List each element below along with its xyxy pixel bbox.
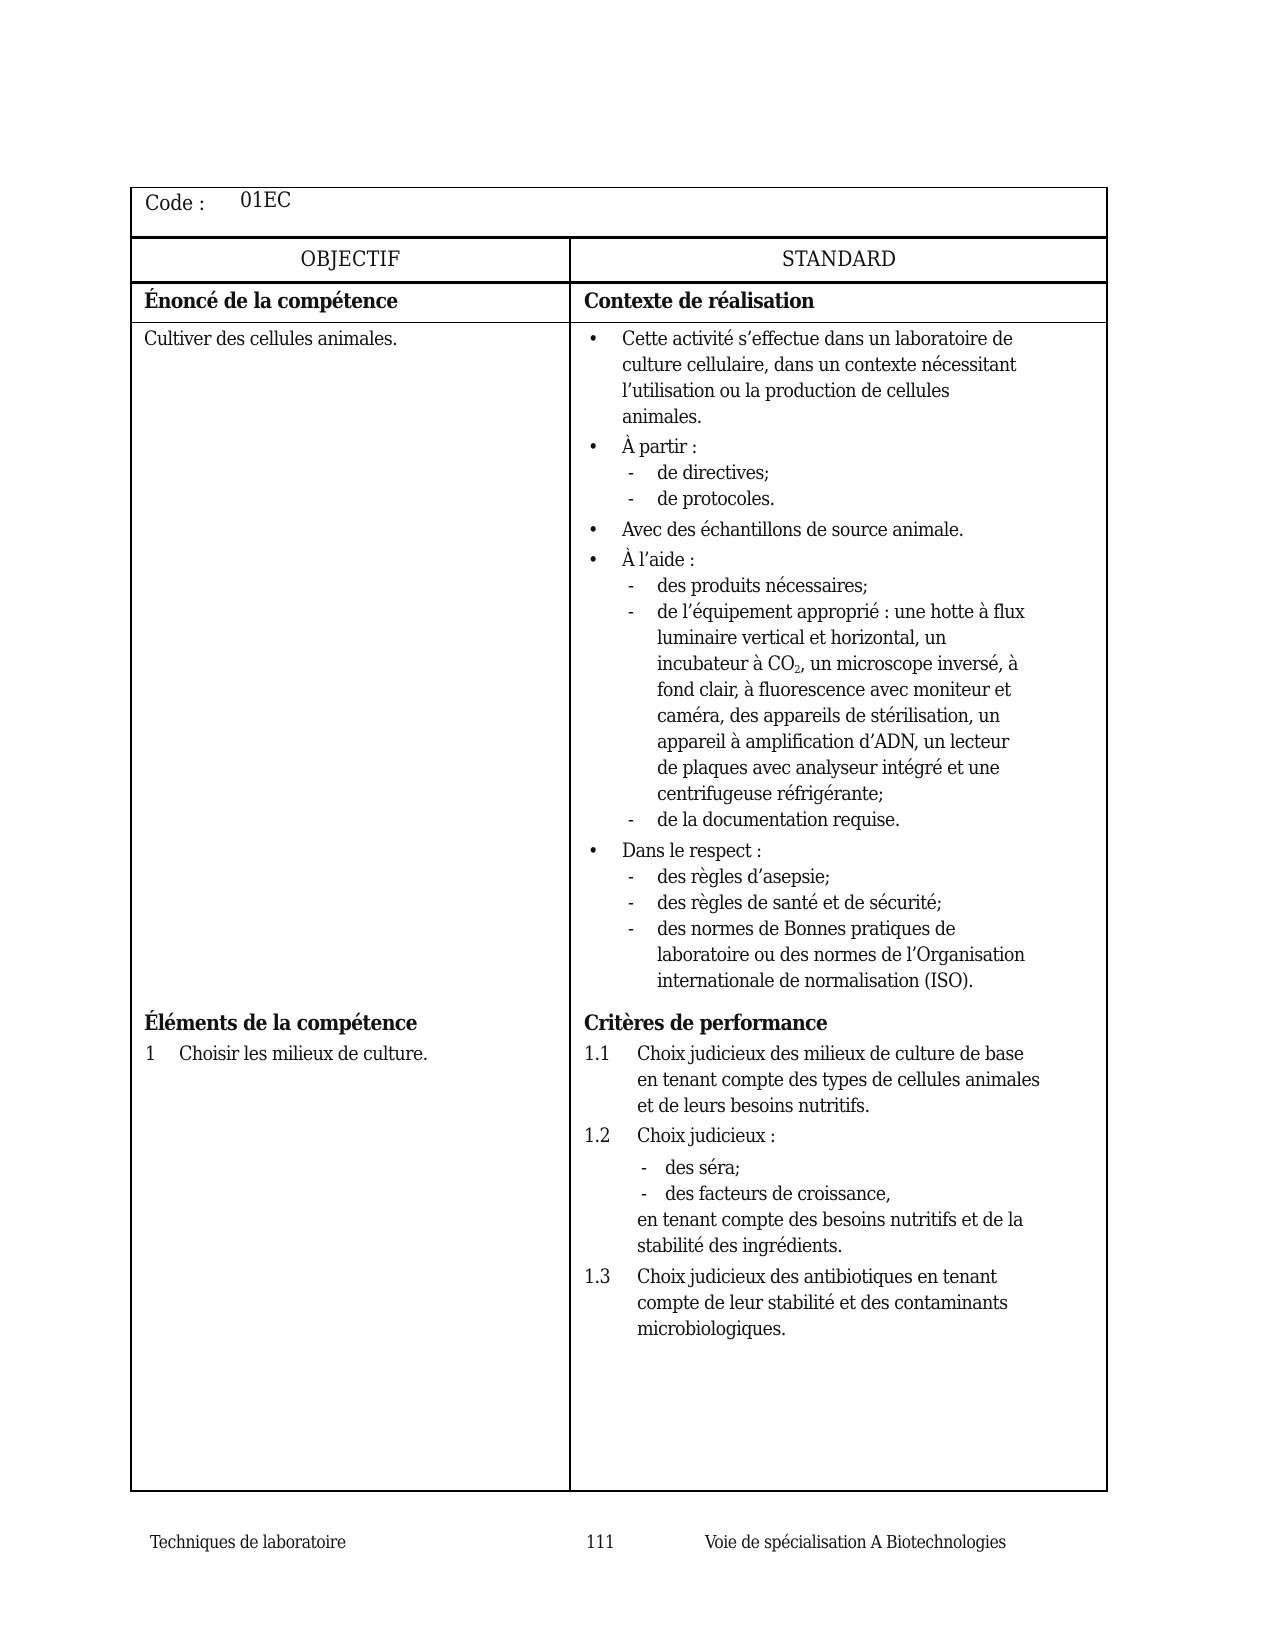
critere-line: en tenant compte des besoins nutritifs et de la (637, 1208, 1023, 1231)
critere-line: Choix judicieux des milieux de culture de base (637, 1042, 1024, 1065)
contexte-line: À partir : (622, 435, 697, 458)
contexte-line: des règles de santé et de sécurité; (657, 891, 942, 914)
dash-icon: - (628, 808, 634, 831)
critere-line: stabilité des ingrédients. (637, 1234, 843, 1257)
critere-line: compte de leur stabilité et des contaminants (637, 1291, 1008, 1314)
column-header-bottom-border (131, 281, 1108, 284)
bullet-icon: • (588, 518, 598, 541)
contexte-line: des règles d’asepsie; (657, 865, 830, 888)
critere-line: des séra; (665, 1156, 740, 1179)
contexte-line: de directives; (657, 461, 770, 484)
contexte-line: de plaques avec analyseur intégré et une (657, 756, 1000, 779)
column-divider (569, 237, 571, 1492)
bullet-icon: • (588, 435, 598, 458)
contexte-line: animales. (622, 405, 702, 428)
critere-number: 1.2 (584, 1124, 611, 1147)
dash-icon: - (628, 865, 634, 888)
critere-number: 1.3 (584, 1265, 611, 1288)
dash-icon: - (628, 461, 634, 484)
elements-title: Éléments de la compétence (144, 1010, 417, 1035)
page-number: 111 (586, 1533, 615, 1553)
code-value: 01EC (240, 188, 292, 212)
column-header-standard: STANDARD (781, 247, 897, 271)
criteres-title: Critères de performance (584, 1010, 828, 1035)
contexte-line: Dans le respect : (622, 839, 762, 862)
dash-icon: - (628, 574, 634, 597)
footer-left: Techniques de laboratoire (150, 1533, 346, 1553)
subscript-2: 2 (794, 663, 800, 676)
footer-right: Voie de spécialisation A Biotechnologies (705, 1533, 1006, 1553)
bullet-icon: • (588, 548, 598, 571)
critere-number: 1.1 (584, 1042, 611, 1065)
dash-icon: - (628, 600, 634, 623)
contexte-line: caméra, des appareils de stérilisation, un (657, 704, 1000, 727)
contexte-line: À l’aide : (622, 548, 695, 571)
contexte-line: laboratoire ou des normes de l’Organisation (657, 943, 1025, 966)
contexte-line: luminaire vertical et horizontal, un (657, 626, 946, 649)
contexte-line: internationale de normalisation (ISO). (657, 969, 974, 992)
contexte-line: de la documentation requise. (657, 808, 900, 831)
element-number: 1 (145, 1042, 156, 1065)
enonce-text: Cultiver des cellules animales. (144, 327, 398, 350)
enonce-title: Énoncé de la compétence (144, 288, 398, 313)
contexte-line: des produits nécessaires; (657, 574, 868, 597)
contexte-line: l’utilisation ou la production de cellules (622, 379, 950, 402)
critere-line: et de leurs besoins nutritifs. (637, 1094, 870, 1117)
table-right-border (1106, 187, 1108, 1492)
contexte-title: Contexte de réalisation (584, 288, 815, 313)
table-left-border (130, 187, 132, 1492)
contexte-line: des normes de Bonnes pratiques de (657, 917, 956, 940)
contexte-line: centrifugeuse réfrigérante; (657, 782, 884, 805)
element-text: Choisir les milieux de culture. (179, 1042, 428, 1065)
dash-icon: - (641, 1182, 647, 1205)
table-bottom-border (131, 1490, 1108, 1492)
dash-icon: - (628, 487, 634, 510)
code-row-bottom-border (131, 236, 1108, 239)
contexte-line: appareil à amplification d’ADN, un lecteur (657, 730, 1009, 753)
critere-line: Choix judicieux des antibiotiques en tenant (637, 1265, 997, 1288)
contexte-line: de protocoles. (657, 487, 775, 510)
dash-icon: - (641, 1156, 647, 1179)
bullet-icon: • (588, 839, 598, 862)
bullet-icon: • (588, 327, 598, 350)
contexte-line: culture cellulaire, dans un contexte nécessitant (622, 353, 1016, 376)
contexte-line: de l’équipement approprié : une hotte à flux (657, 600, 1025, 623)
contexte-line: Avec des échantillons de source animale. (622, 518, 964, 541)
dash-icon: - (628, 891, 634, 914)
column-header-objectif: OBJECTIF (300, 247, 401, 271)
contexte-line-co2: incubateur à CO2, un microscope inversé, à (657, 652, 1018, 676)
dash-icon: - (628, 917, 634, 940)
critere-line: des facteurs de croissance, (665, 1182, 891, 1205)
contexte-line: fond clair, à fluorescence avec moniteur et (657, 678, 1011, 701)
critere-line: Choix judicieux : (637, 1124, 776, 1147)
critere-line: en tenant compte des types de cellules animales (637, 1068, 1040, 1091)
section-title-bottom-border (131, 322, 1108, 323)
contexte-line: Cette activité s’effectue dans un laboratoire de (622, 327, 1013, 350)
code-label: Code : (145, 191, 205, 215)
critere-line: microbiologiques. (637, 1317, 786, 1340)
